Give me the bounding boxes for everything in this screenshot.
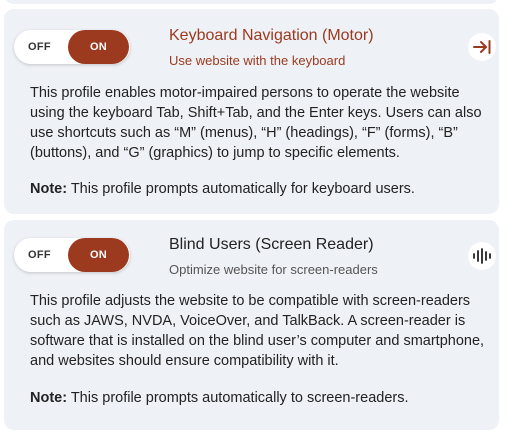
toggle-off-label: OFF xyxy=(28,41,51,53)
profile-note xyxy=(30,181,415,197)
previous-card-edge xyxy=(4,0,499,4)
profile-description: This profile enables motor-impaired persons to operate the website using the keyboard Tab, Shift+Tab, and the Enter keys. Users can also use shortcuts such as “M” (menus), “H” (headings), “F” (forms), “B” (buttons), and “G” (graphics) to jump to specific elements. xyxy=(30,85,482,161)
note-label: Note: xyxy=(30,181,68,197)
profile-subtitle: Use website with the keyboard xyxy=(169,53,346,68)
toggle-on-label: ON xyxy=(68,30,129,64)
note-label: Note: xyxy=(30,390,68,406)
arrow-to-line-icon[interactable] xyxy=(468,33,496,61)
profile-toggle[interactable] xyxy=(14,30,130,64)
note-text: This profile prompts automatically to screen-readers. xyxy=(67,390,409,406)
profile-card-blind-users xyxy=(4,220,499,430)
profile-note xyxy=(30,390,409,406)
toggle-on-label: ON xyxy=(68,238,129,272)
profile-toggle[interactable] xyxy=(14,238,130,272)
profile-title: Blind Users (Screen Reader) xyxy=(169,236,374,253)
audio-waveform-icon[interactable] xyxy=(468,242,496,270)
profile-subtitle: Optimize website for screen-readers xyxy=(169,262,378,277)
toggle-off-label: OFF xyxy=(28,249,51,261)
note-text: This profile prompts automatically for keyboard users. xyxy=(67,181,415,197)
profile-card-keyboard-navigation xyxy=(4,9,499,214)
profile-title: Keyboard Navigation (Motor) xyxy=(169,27,374,44)
profile-description: This profile adjusts the website to be compatible with screen-readers such as JAWS, NVDA, VoiceOver, and TalkBack. A screen-reader is software that is installed on the blind user’s computer and smartphone, and websites should ensure compatibility with it. xyxy=(30,293,485,369)
